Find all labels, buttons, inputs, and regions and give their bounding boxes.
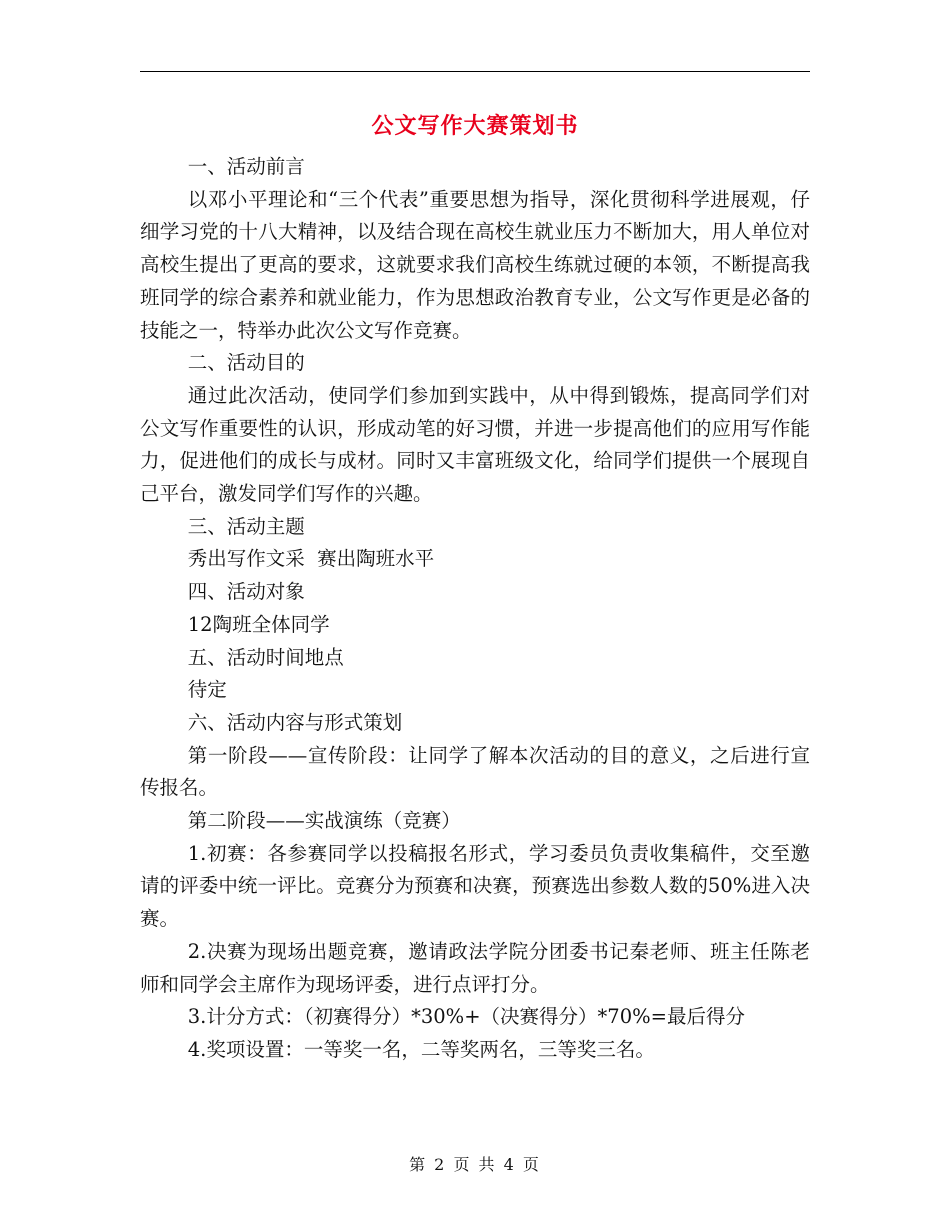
paragraph-time-place: 待定 — [187, 678, 227, 702]
section-heading-time-place: 五、活动时间地点 — [187, 645, 344, 669]
document-title: 公文写作大赛策划书 — [371, 113, 579, 139]
paragraph-preface: 以邓小平理论和“三个代表”重要思想为指导，深化贯彻科学进展观，仔细学习党的十八大精神，以及结合现在高校生就业压力不断加大，用人单位对高校生提出了更高的要求，这就要求我们高校生练就过硬的本领，不断提高我班同学的综合素养和就业能力，作为思想政治教育专业，公文写作更是必备的技能之一，特举办此次公文写作竞赛。 — [140, 187, 810, 342]
page-footer: 第 2 页 共 4 页 — [409, 1155, 541, 1174]
section-heading-content: 六、活动内容与形式策划 — [187, 710, 403, 734]
list-item-awards: 4.奖项设置：一等奖一名，二等奖两名，三等奖三名。 — [187, 1037, 655, 1061]
section-heading-preface: 一、活动前言 — [187, 155, 305, 178]
document-body — [140, 151, 810, 1067]
section-heading-purpose: 二、活动目的 — [187, 351, 305, 375]
list-item-scoring: 3.计分方式：（初赛得分）*30%+（决赛得分）*70%=最后得分 — [187, 1005, 745, 1029]
header-rule — [140, 71, 810, 72]
section-heading-audience: 四、活动对象 — [187, 580, 305, 604]
paragraph-stage-two: 第二阶段——实战演练（竞赛） — [187, 809, 461, 833]
paragraph-stage-one: 第一阶段——宣传阶段：让同学了解本次活动的目的意义，之后进行宣传报名。 — [140, 743, 810, 800]
list-item-final: 2.决赛为现场出题竞赛，邀请政法学院分团委书记秦老师、班主任陈老师和同学会主席作为现场评委，进行点评打分。 — [140, 939, 810, 996]
paragraph-audience: 12陶班全体同学 — [187, 612, 330, 636]
paragraph-theme: 秀出写作文采 赛出陶班水平 — [187, 547, 435, 571]
section-heading-theme: 三、活动主题 — [187, 514, 305, 538]
list-item-preliminary: 1.初赛：各参赛同学以投稿报名形式，学习委员负责收集稿件，交至邀请的评委中统一评比。竞赛分为预赛和决赛，预赛选出参数人数的50%进入决赛。 — [140, 841, 810, 931]
paragraph-purpose: 通过此次活动，使同学们参加到实践中，从中得到锻炼，提高同学们对公文写作重要性的认识，形成动笔的好习惯，并进一步提高他们的应用写作能力，促进他们的成长与成材。同时又丰富班级文化，给同学们提供一个展现自己平台，激发同学们写作的兴趣。 — [140, 383, 810, 506]
